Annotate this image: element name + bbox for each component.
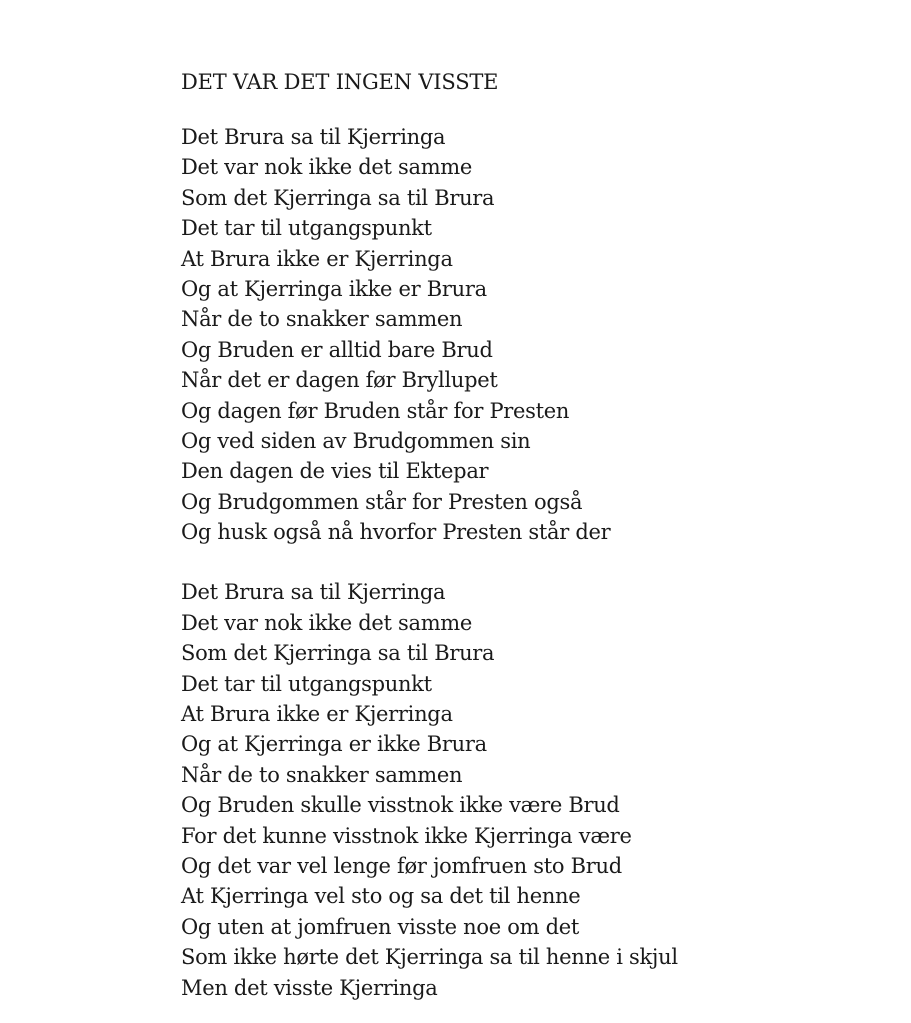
poem-page xyxy=(181,62,881,1003)
poem-line: Det Brura sa til Kjerringa xyxy=(181,125,446,149)
poem-line: Som det Kjerringa sa til Brura xyxy=(181,185,495,210)
poem-line: Og Bruden skulle visstnok ikke være Brud xyxy=(181,793,620,818)
poem-line: Når de to snakker sammen xyxy=(181,307,463,332)
poem-line: Og det var vel lenge før jomfruen sto Brud xyxy=(181,853,622,878)
poem-line: For det kunne visstnok ikke Kjerringa være xyxy=(181,823,632,848)
poem-line: Når de to snakker sammen xyxy=(181,762,463,787)
poem-line: Og at Kjerringa ikke er Brura xyxy=(181,276,487,301)
poem-line: At Kjerringa vel sto og sa det til henne xyxy=(181,884,581,909)
poem-line: At Brura ikke er Kjerringa xyxy=(181,246,453,271)
poem-line: Og Bruden er alltid bare Brud xyxy=(181,337,493,362)
poem-line: Det var nok ikke det samme xyxy=(181,155,473,180)
poem-line: Og at Kjerringa er ikke Brura xyxy=(181,732,487,757)
poem-line: Men det visste Kjerringa xyxy=(181,975,438,1000)
poem-line: Det var nok ikke det samme xyxy=(181,610,473,635)
poem-line: Det tar til utgangspunkt xyxy=(181,671,432,696)
poem-line: Og husk også nå hvorfor Presten står der xyxy=(181,520,611,545)
poem-line: Det Brura sa til Kjerringa xyxy=(181,580,446,605)
poem-line: Når det er dagen før Bryllupet xyxy=(181,368,498,393)
poem-line: Den dagen de vies til Ektepar xyxy=(181,459,489,484)
poem-line: Som ikke hørte det Kjerringa sa til henne i skjul xyxy=(181,945,678,970)
poem-line: Det tar til utgangspunkt xyxy=(181,216,432,241)
poem-line: Og ved siden av Brudgommen sin xyxy=(181,428,531,453)
stanza-2 xyxy=(181,577,881,1002)
poem-line: Og Brudgommen står for Presten også xyxy=(181,489,583,514)
poem-title: DET VAR DET INGEN VISSTE xyxy=(181,70,499,94)
poem-line: At Brura ikke er Kjerringa xyxy=(181,702,453,727)
poem-line: Som det Kjerringa sa til Brura xyxy=(181,641,495,666)
poem-line: Og dagen før Bruden står for Presten xyxy=(181,398,570,423)
stanza-1 xyxy=(181,122,881,547)
poem-line: Og uten at jomfruen visste noe om det xyxy=(181,914,579,939)
